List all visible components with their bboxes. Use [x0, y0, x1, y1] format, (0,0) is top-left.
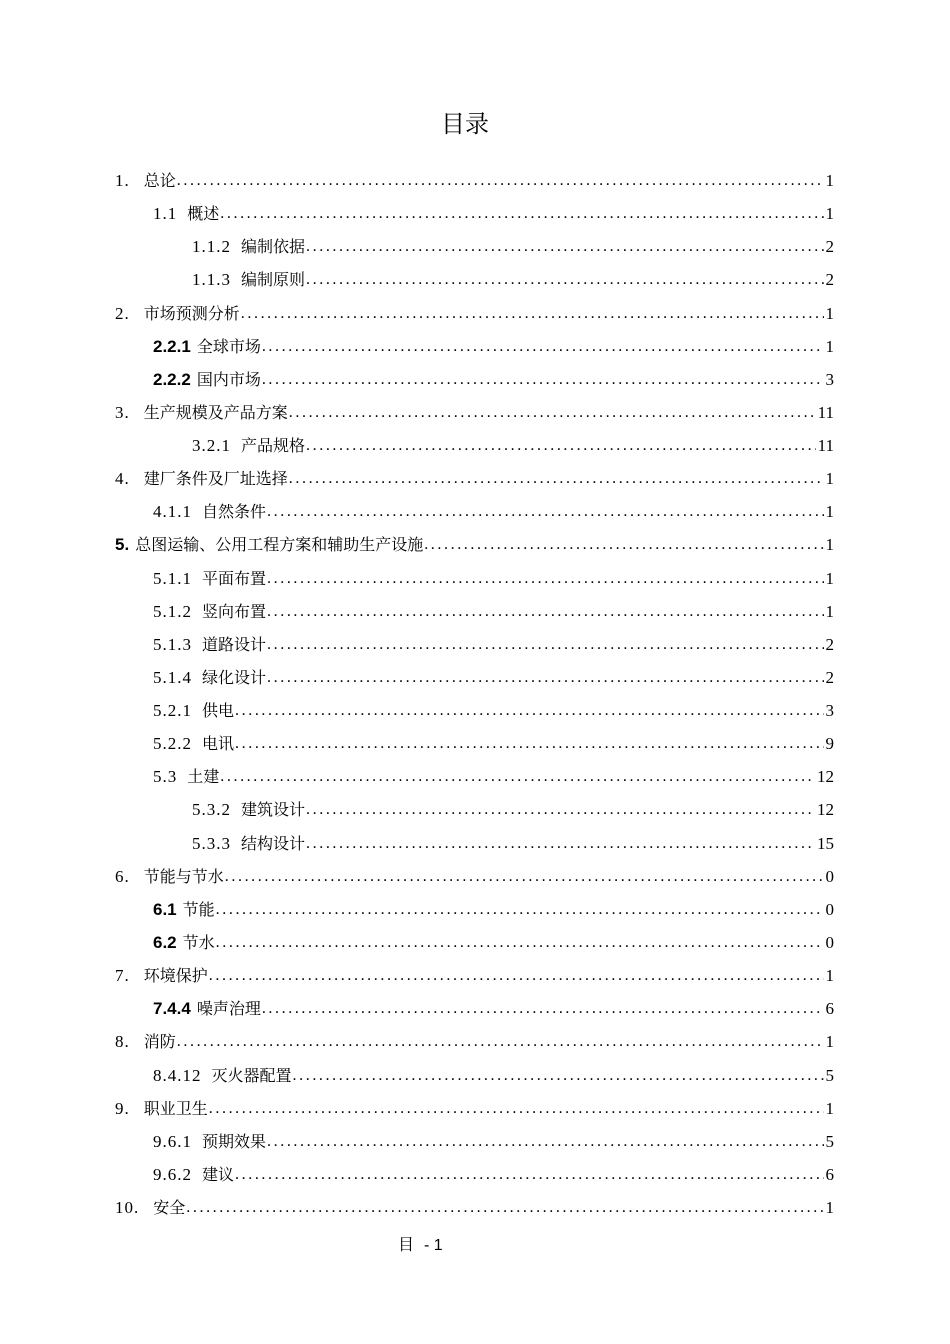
- toc-entry-number: 9.: [115, 1099, 130, 1118]
- toc-leader-dots: [306, 832, 815, 856]
- toc-entry[interactable]: [0, 1097, 834, 1121]
- toc-entry-title: 环境保护: [143, 966, 208, 985]
- toc-entry-title: 安全: [153, 1198, 186, 1217]
- toc-entry-page: 1: [825, 966, 834, 985]
- toc-entry[interactable]: [0, 533, 834, 557]
- toc-entry-number: 4.: [115, 469, 130, 488]
- toc-entry-title: 概述: [187, 204, 220, 223]
- toc-entry-page: 12: [817, 800, 834, 819]
- toc-entry-page: 6: [825, 999, 834, 1018]
- toc-entry-page: 0: [825, 933, 834, 952]
- toc-entry-page: 3: [825, 370, 834, 389]
- toc-entry-title: 灭火器配置: [211, 1066, 292, 1085]
- toc-entry[interactable]: [0, 1163, 834, 1187]
- toc-leader-dots: [289, 401, 816, 425]
- toc-leader-dots: [424, 533, 823, 557]
- toc-entry-page: 3: [825, 701, 834, 720]
- toc-entry-page: 1: [825, 469, 834, 488]
- toc-entry[interactable]: [0, 600, 834, 624]
- toc-entry-title: 产品规格: [241, 436, 306, 455]
- toc-entry-title: 总论: [143, 171, 176, 190]
- toc-entry-number: 5.3.2: [192, 800, 231, 819]
- toc-entry[interactable]: [0, 467, 834, 491]
- toc-entry-number: 2.: [115, 304, 130, 323]
- toc-entry-page: 6: [825, 1165, 834, 1184]
- toc-entry[interactable]: [0, 268, 834, 292]
- toc-entry-title: 节水: [182, 933, 215, 952]
- toc-entry[interactable]: [0, 567, 834, 591]
- toc-leader-dots: [306, 798, 815, 822]
- toc-entry-number: 8.: [115, 1032, 130, 1051]
- toc-entry-number: 1.1.2: [192, 237, 231, 256]
- toc-entry-title: 道路设计: [202, 635, 267, 654]
- toc-leader-dots: [262, 997, 824, 1021]
- toc-entry-page: 2: [825, 270, 834, 289]
- toc-leader-dots: [241, 302, 824, 326]
- toc-entry-number: 6.2: [153, 933, 177, 952]
- toc-entry-number: 5.1.2: [153, 602, 192, 621]
- toc-leader-dots: [267, 600, 823, 624]
- toc-leader-dots: [209, 964, 824, 988]
- toc-entry-number: 9.6.2: [153, 1165, 192, 1184]
- page-footer: [398, 1232, 443, 1255]
- toc-leader-dots: [267, 633, 823, 657]
- toc-entry[interactable]: [0, 1196, 834, 1220]
- toc-entry[interactable]: [0, 1064, 834, 1088]
- toc-leader-dots: [186, 1196, 823, 1220]
- toc-entry[interactable]: [0, 997, 834, 1021]
- toc-leader-dots: [306, 235, 823, 259]
- toc-entry-number: 7.4.4: [153, 999, 191, 1018]
- footer-label: 目: [398, 1235, 415, 1254]
- toc-entry[interactable]: [0, 434, 834, 458]
- toc-entry-page: 11: [817, 403, 834, 422]
- toc-entry-page: 1: [825, 1099, 834, 1118]
- toc-entry[interactable]: [0, 798, 834, 822]
- toc-entry-number: 4.1.1: [153, 502, 192, 521]
- toc-entry-title: 节能与节水: [143, 867, 224, 886]
- toc-leader-dots: [267, 500, 823, 524]
- toc-entry-number: 3.2.1: [192, 436, 231, 455]
- toc-leader-dots: [267, 666, 823, 690]
- toc-leader-dots: [267, 1130, 823, 1154]
- toc-leader-dots: [220, 202, 823, 226]
- toc-entry-page: 1: [825, 337, 834, 356]
- toc-leader-dots: [209, 1097, 824, 1121]
- toc-entry-page: 1: [825, 171, 834, 190]
- toc-entry-number: 8.4.12: [153, 1066, 202, 1085]
- toc-entry[interactable]: [0, 633, 834, 657]
- toc-leader-dots: [216, 931, 824, 955]
- toc-entry[interactable]: [0, 1030, 834, 1054]
- toc-entry-title: 自然条件: [202, 502, 267, 521]
- toc-entry-number: 5.: [115, 535, 130, 554]
- toc-entry-title: 竖向布置: [202, 602, 267, 621]
- toc-entry[interactable]: [0, 865, 834, 889]
- toc-leader-dots: [235, 732, 823, 756]
- toc-entry-number: 9.6.1: [153, 1132, 192, 1151]
- toc-entry-title: 预期效果: [202, 1132, 267, 1151]
- toc-entry[interactable]: [0, 666, 834, 690]
- toc-leader-dots: [177, 1030, 824, 1054]
- toc-entry-title: 建筑设计: [241, 800, 306, 819]
- toc-entry-page: 1: [825, 304, 834, 323]
- toc-entry-number: 6.1: [153, 900, 177, 919]
- toc-entry-page: 1: [825, 535, 834, 554]
- toc-entry-page: 12: [817, 767, 834, 786]
- toc-leader-dots: [220, 765, 815, 789]
- toc-entry-page: 1: [825, 569, 834, 588]
- toc-leader-dots: [293, 1064, 824, 1088]
- toc-entry[interactable]: [0, 302, 834, 326]
- toc-entry-title: 市场预测分析: [143, 304, 240, 323]
- toc-entry[interactable]: [0, 368, 834, 392]
- toc-entry[interactable]: [0, 732, 834, 756]
- toc-entry-title: 生产规模及产品方案: [143, 403, 288, 422]
- toc-entry[interactable]: [0, 931, 834, 955]
- toc-leader-dots: [262, 335, 824, 359]
- toc-entry[interactable]: [0, 765, 834, 789]
- toc-entry-page: 5: [825, 1066, 834, 1085]
- toc-leader-dots: [267, 567, 823, 591]
- toc-entry-title: 噪声治理: [196, 999, 261, 1018]
- toc-entry[interactable]: [0, 1130, 834, 1154]
- toc-entry[interactable]: [0, 401, 834, 425]
- toc-entry-page: 1: [825, 1198, 834, 1217]
- toc-entry-title: 电讯: [202, 734, 235, 753]
- toc-entry-number: 5.2.2: [153, 734, 192, 753]
- toc-entry[interactable]: [0, 202, 834, 226]
- toc-entry-number: 2.2.1: [153, 337, 191, 356]
- toc-entry-page: 15: [817, 834, 834, 853]
- toc-entry-title: 编制依据: [241, 237, 306, 256]
- toc-entry-title: 绿化设计: [202, 668, 267, 687]
- toc-entry-title: 职业卫生: [143, 1099, 208, 1118]
- toc-entry-number: 5.1.3: [153, 635, 192, 654]
- toc-leader-dots: [235, 1163, 823, 1187]
- toc-entry-page: 1: [825, 502, 834, 521]
- toc-leader-dots: [289, 467, 824, 491]
- toc-entry-title: 总图运输、公用工程方案和辅助生产设施: [135, 535, 424, 554]
- toc-entry[interactable]: [0, 335, 834, 359]
- toc-entry-page: 2: [825, 237, 834, 256]
- toc-entry-title: 消防: [143, 1032, 176, 1051]
- toc-entry-title: 建议: [202, 1165, 235, 1184]
- toc-entry-number: 1.1: [153, 204, 178, 223]
- toc-entry-number: 5.1.4: [153, 668, 192, 687]
- toc-entry-number: 7.: [115, 966, 130, 985]
- toc-entry-number: 1.1.3: [192, 270, 231, 289]
- toc-entry-number: 6.: [115, 867, 130, 886]
- toc-entry-title: 编制原则: [241, 270, 306, 289]
- toc-entry-title: 土建: [187, 767, 220, 786]
- footer-page-number: - 1: [424, 1237, 443, 1254]
- toc-entry-page: 11: [817, 436, 834, 455]
- toc-leader-dots: [235, 699, 823, 723]
- toc-leader-dots: [216, 898, 824, 922]
- toc-entry-number: 5.2.1: [153, 701, 192, 720]
- toc-entry-page: 0: [825, 867, 834, 886]
- toc-entry[interactable]: [0, 169, 834, 193]
- toc-leader-dots: [177, 169, 824, 193]
- toc-leader-dots: [262, 368, 824, 392]
- toc-entry[interactable]: [0, 235, 834, 259]
- toc-entry-page: 9: [825, 734, 834, 753]
- toc-leader-dots: [306, 268, 823, 292]
- toc-entry-number: 1.: [115, 171, 130, 190]
- toc-leader-dots: [306, 434, 816, 458]
- toc-entry-page: 1: [825, 204, 834, 223]
- toc-title: 目录: [441, 110, 489, 138]
- toc-leader-dots: [225, 865, 824, 889]
- toc-entry-title: 节能: [182, 900, 215, 919]
- toc-entry-title: 供电: [202, 701, 235, 720]
- toc-entry-page: 0: [825, 900, 834, 919]
- toc-entry[interactable]: [0, 964, 834, 988]
- toc-entry-page: 2: [825, 668, 834, 687]
- toc-entry-page: 1: [825, 1032, 834, 1051]
- toc-entry-number: 5.3.3: [192, 834, 231, 853]
- toc-entry-number: 5.3: [153, 767, 178, 786]
- toc-entry-title: 建厂条件及厂址选择: [143, 469, 288, 488]
- toc-entry-title: 国内市场: [196, 370, 261, 389]
- toc-entry-number: 5.1.1: [153, 569, 192, 588]
- toc-entry[interactable]: [0, 832, 834, 856]
- toc-entry-number: 10.: [115, 1198, 140, 1217]
- toc-entry-title: 结构设计: [241, 834, 306, 853]
- toc-entry-title: 平面布置: [202, 569, 267, 588]
- toc-entry[interactable]: [0, 500, 834, 524]
- toc-entry-page: 2: [825, 635, 834, 654]
- toc-entry[interactable]: [0, 898, 834, 922]
- toc-entry-number: 3.: [115, 403, 130, 422]
- toc-entry[interactable]: [0, 699, 834, 723]
- toc-entry-page: 5: [825, 1132, 834, 1151]
- toc-entry-page: 1: [825, 602, 834, 621]
- toc-entry-title: 全球市场: [196, 337, 261, 356]
- toc-entry-number: 2.2.2: [153, 370, 191, 389]
